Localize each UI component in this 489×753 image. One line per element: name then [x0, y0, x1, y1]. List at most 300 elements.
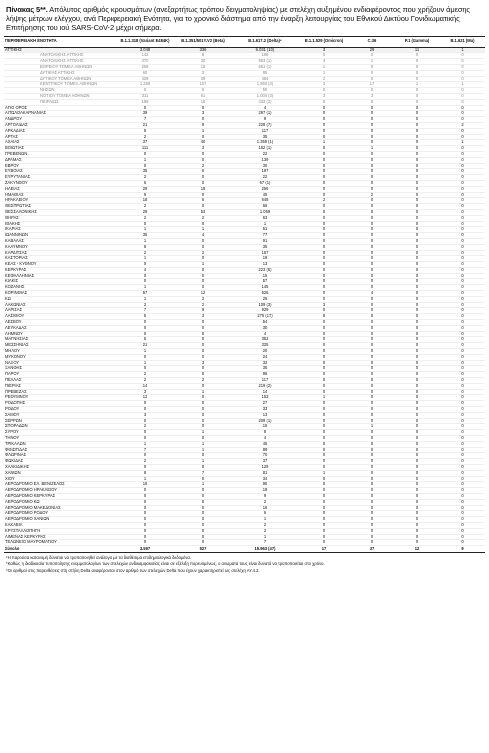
count-cell: 0 — [394, 354, 440, 360]
count-cell: 1 — [350, 59, 394, 65]
count-cell: 0 — [440, 99, 485, 105]
count-cell: 2 — [116, 302, 174, 308]
count-cell: 1 — [116, 256, 174, 262]
count-cell: 57 — [116, 291, 174, 297]
count-cell: 1.359 (1) — [232, 140, 298, 146]
region-name: ΑΕΡΟΔΡΟΜΙΟ ΜΑΚΕΔΟΝΙΑΣ — [4, 505, 116, 511]
count-cell: 0 — [440, 215, 485, 221]
region-name: ΠΕΙΡΑΙΩΣ — [4, 99, 116, 105]
count-cell: 7 — [116, 308, 174, 314]
region-name: ΑΧΑΪΑΣ — [4, 140, 116, 146]
count-cell: 9 — [174, 122, 232, 128]
region-name: ΙΚΑΡΙΑΣ — [4, 227, 116, 233]
count-cell: 0 — [350, 430, 394, 436]
count-cell: 0 — [116, 522, 174, 528]
count-cell: 14 — [232, 389, 298, 395]
count-cell: 0 — [440, 221, 485, 227]
total-label: Σύνολο — [4, 546, 116, 553]
count-cell: 0 — [116, 493, 174, 499]
count-cell: 0 — [174, 151, 232, 157]
count-cell: 0 — [394, 192, 440, 198]
count-cell: 0 — [440, 88, 485, 94]
count-cell: 0 — [174, 522, 232, 528]
count-cell: 0 — [394, 418, 440, 424]
count-cell: 651 (1) — [232, 65, 298, 71]
count-cell: 0 — [350, 111, 394, 117]
count-cell: 29 — [116, 186, 174, 192]
count-cell: 0 — [440, 511, 485, 517]
count-cell: 0 — [394, 488, 440, 494]
region-name: ΚΕΡΚΥΡΑΣ — [4, 267, 116, 273]
count-cell: 0 — [298, 88, 350, 94]
count-cell: 0 — [116, 354, 174, 360]
count-cell: 0 — [350, 505, 394, 511]
count-cell: 0 — [394, 198, 440, 204]
count-cell: 15 — [232, 424, 298, 430]
count-cell: 35 — [232, 244, 298, 250]
count-cell: 0 — [174, 175, 232, 181]
count-cell: 0 — [298, 180, 350, 186]
count-cell: 54 — [232, 320, 298, 326]
count-cell: 3 — [298, 302, 350, 308]
count-cell: 198 — [232, 53, 298, 59]
count-cell: 0 — [174, 105, 232, 111]
region-name: ΠΙΕΡΙΑΣ — [4, 383, 116, 389]
count-cell: 67 (1) — [232, 180, 298, 186]
region-name: ΧΑΛΚΙΔΙΚΗΣ — [4, 464, 116, 470]
count-cell: 0 — [394, 383, 440, 389]
region-name: ΝΗΣΩΝ — [4, 88, 116, 94]
count-cell: 0 — [394, 134, 440, 140]
count-cell: 0 — [174, 244, 232, 250]
count-cell: 21 — [116, 122, 174, 128]
count-cell: 0 — [350, 407, 394, 413]
count-cell: 0 — [298, 256, 350, 262]
count-cell: 0 — [440, 389, 485, 395]
count-cell: 34 — [232, 476, 298, 482]
region-name: ΑΕΡΟΔΡΟΜΙΟ ΧΑΝΙΩΝ — [4, 517, 116, 523]
count-cell: 0 — [350, 296, 394, 302]
count-cell: 0 — [350, 122, 394, 128]
count-cell: 0 — [298, 522, 350, 528]
count-cell: 0 — [350, 459, 394, 465]
count-cell: 0 — [350, 134, 394, 140]
count-cell: 6 — [232, 511, 298, 517]
count-cell: 1 — [440, 82, 485, 88]
count-cell: 0 — [394, 522, 440, 528]
region-name: ΙΘΑΚΗΣ — [4, 221, 116, 227]
count-cell: 0 — [116, 221, 174, 227]
count-cell: 0 — [174, 499, 232, 505]
count-cell: 0 — [298, 250, 350, 256]
count-cell: 4 — [232, 436, 298, 442]
count-cell: 1 — [350, 424, 394, 430]
count-cell: 325 — [232, 343, 298, 349]
count-cell: 0 — [394, 146, 440, 152]
count-cell: 0 — [394, 464, 440, 470]
count-cell: 0 — [174, 354, 232, 360]
count-cell: 0 — [174, 343, 232, 349]
region-name: ΑΙΤΩΛΟΑΚΑΡΝΑΝΙΑΣ — [4, 111, 116, 117]
count-cell: 29 — [116, 209, 174, 215]
count-cell: 0 — [440, 291, 485, 297]
count-cell: 1 — [174, 482, 232, 488]
count-cell: 0 — [394, 111, 440, 117]
count-cell: 0 — [350, 493, 394, 499]
region-name: ΠΑΡΟΥ — [4, 372, 116, 378]
count-cell: 0 — [394, 499, 440, 505]
count-cell: 4 — [174, 233, 232, 239]
count-cell: 3.048 — [116, 47, 174, 53]
count-cell: 1 — [350, 146, 394, 152]
count-cell: 0 — [394, 395, 440, 401]
count-cell: 0 — [298, 493, 350, 499]
header-delta: B.1.617.2 (Delta)⁶ — [232, 36, 298, 47]
count-cell: 1 — [298, 395, 350, 401]
count-cell: 0 — [298, 111, 350, 117]
count-cell: 0 — [116, 511, 174, 517]
count-cell: 0 — [394, 320, 440, 326]
count-cell: 0 — [298, 354, 350, 360]
count-cell: 0 — [394, 157, 440, 163]
count-cell: 0 — [350, 238, 394, 244]
count-cell: 0 — [298, 192, 350, 198]
region-name: ΦΛΩΡΙΝΑΣ — [4, 453, 116, 459]
count-cell: 0 — [350, 366, 394, 372]
count-cell: 1 — [174, 441, 232, 447]
region-name: ΓΡΕΒΕΝΩΝ — [4, 151, 116, 157]
count-cell: 0 — [440, 267, 485, 273]
count-cell: 0 — [440, 412, 485, 418]
count-cell: 0 — [350, 360, 394, 366]
count-cell: 0 — [116, 540, 174, 546]
count-cell: 0 — [298, 499, 350, 505]
count-cell: 33 — [232, 407, 298, 413]
count-cell: 129 — [232, 464, 298, 470]
count-cell: 0 — [440, 308, 485, 314]
count-cell: 0 — [440, 169, 485, 175]
count-cell: 1 — [298, 470, 350, 476]
count-cell: 0 — [394, 337, 440, 343]
count-cell: 1.004 (3) — [232, 93, 298, 99]
count-cell: 6 — [174, 169, 232, 175]
count-cell: 77 — [232, 233, 298, 239]
count-cell: 45 — [232, 441, 298, 447]
count-cell: 19 — [232, 256, 298, 262]
count-cell: 0 — [394, 476, 440, 482]
table-caption — [6, 5, 483, 33]
count-cell: 0 — [298, 464, 350, 470]
count-cell: 0 — [298, 383, 350, 389]
header-region: ΠΕΡΙΦΕΡΕΙΑΚΗ ΕΝΟΤΗΤΑ — [4, 36, 116, 47]
region-name: ΡΟΔΟΥ — [4, 407, 116, 413]
region-name: ΚΑΡΔΙΤΣΑΣ — [4, 250, 116, 256]
count-cell: 96 — [232, 372, 298, 378]
count-cell: 61 — [174, 93, 232, 99]
count-cell: 8 — [116, 470, 174, 476]
region-name: ΚΕΦΑΛΛΗΝΙΑΣ — [4, 273, 116, 279]
count-cell: 223 (5) — [232, 267, 298, 273]
count-cell: 1 — [116, 476, 174, 482]
region-name: ΑΡΚΑΔΙΑΣ — [4, 128, 116, 134]
count-cell: 1 — [298, 140, 350, 146]
count-cell: 0 — [174, 505, 232, 511]
count-cell: 117 — [232, 378, 298, 384]
count-cell: 0 — [394, 250, 440, 256]
count-cell: 0 — [298, 105, 350, 111]
count-cell: 0 — [394, 325, 440, 331]
count-cell: 95 — [232, 70, 298, 76]
region-name: ΑΕΡΟΔΡΟΜΙΟ ΚΕΡΚΥΡΑΣ — [4, 493, 116, 499]
count-cell: 0 — [174, 407, 232, 413]
region-name: ΜΑΓΝΗΣΙΑΣ — [4, 337, 116, 343]
count-cell: 39 — [116, 111, 174, 117]
count-cell: 0 — [350, 99, 394, 105]
region-name: ΠΡΕΒΕΖΑΣ — [4, 389, 116, 395]
count-cell: 5 — [116, 88, 174, 94]
count-cell: 0 — [298, 331, 350, 337]
region-name: ΑΕΡΟΔΡΟΜΙΟ ΕΛ. ΒΕΝΙΖΕΛΟΣ — [4, 482, 116, 488]
count-cell: 0 — [350, 337, 394, 343]
count-cell: 0 — [350, 267, 394, 273]
count-cell: 3 — [298, 93, 350, 99]
count-cell: 0 — [116, 331, 174, 337]
count-cell: 0 — [350, 256, 394, 262]
region-name: ΗΜΑΘΙΑΣ — [4, 192, 116, 198]
count-cell: 268 — [116, 65, 174, 71]
count-cell: 0 — [298, 418, 350, 424]
count-cell: 0 — [440, 325, 485, 331]
count-cell: 0 — [298, 273, 350, 279]
count-cell: 0 — [174, 325, 232, 331]
count-cell: 0 — [298, 337, 350, 343]
region-name: ΗΡΑΚΛΕΙΟΥ — [4, 198, 116, 204]
count-cell: 1.259 — [116, 82, 174, 88]
count-cell: 5 — [116, 128, 174, 134]
count-cell: 0 — [440, 354, 485, 360]
count-cell: 0 — [298, 227, 350, 233]
count-cell: 0 — [350, 470, 394, 476]
count-cell: 1 — [116, 349, 174, 355]
count-cell: 3 — [298, 82, 350, 88]
region-name: ΑΝΑΤΟΛΙΚΗΣ ΑΤΤΙΚΗΣ — [4, 53, 116, 59]
count-cell: 0 — [116, 325, 174, 331]
count-cell: 0 — [350, 441, 394, 447]
count-cell: 109 (3) — [232, 302, 298, 308]
region-name: ΚΑΚΑΒΙΑ — [4, 522, 116, 528]
region-name: ΕΒΡΟΥ — [4, 163, 116, 169]
count-cell: 0 — [298, 308, 350, 314]
count-cell: 0 — [350, 117, 394, 123]
region-name: ΚΑΒΑΛΑΣ — [4, 238, 116, 244]
count-cell: 1 — [116, 238, 174, 244]
count-cell: 1 — [174, 262, 232, 268]
count-cell: 1.059 — [232, 209, 298, 215]
count-cell: 0 — [394, 76, 440, 82]
count-cell: 0 — [174, 285, 232, 291]
count-cell: 0 — [174, 488, 232, 494]
count-cell: 45 — [232, 192, 298, 198]
count-cell: 0 — [394, 169, 440, 175]
count-cell: 198 — [116, 99, 174, 105]
total-cell: 15.963 (47) — [232, 546, 298, 553]
count-cell: 0 — [440, 70, 485, 76]
count-cell: 0 — [394, 424, 440, 430]
region-name: ΔΥΤΙΚΟΥ ΤΟΜΕΑ ΑΘΗΝΩΝ — [4, 76, 116, 82]
count-cell: 0 — [440, 372, 485, 378]
count-cell: 0 — [350, 436, 394, 442]
count-cell: 0 — [174, 424, 232, 430]
count-cell: 1 — [174, 430, 232, 436]
count-cell: 2 — [440, 122, 485, 128]
count-cell: 0 — [174, 476, 232, 482]
count-cell: 0 — [350, 157, 394, 163]
count-cell: 0 — [298, 99, 350, 105]
count-cell: 1 — [116, 285, 174, 291]
count-cell: 0 — [350, 354, 394, 360]
count-cell: 0 — [116, 262, 174, 268]
count-cell: 0 — [394, 140, 440, 146]
count-cell: 0 — [440, 447, 485, 453]
count-cell: 0 — [298, 285, 350, 291]
count-cell: 0 — [298, 366, 350, 372]
count-cell: 35 — [116, 169, 174, 175]
total-cell: 12 — [394, 546, 440, 553]
count-cell: 0 — [298, 157, 350, 163]
count-cell: 0 — [350, 534, 394, 540]
count-cell: 7 — [232, 540, 298, 546]
count-cell: 0 — [174, 279, 232, 285]
region-name: ΗΛΕΙΑΣ — [4, 186, 116, 192]
total-cell: 37 — [350, 546, 394, 553]
count-cell: 0 — [350, 349, 394, 355]
count-cell: 13 — [232, 262, 298, 268]
count-cell: 0 — [440, 163, 485, 169]
count-cell: 20 — [232, 349, 298, 355]
count-cell: 0 — [174, 372, 232, 378]
count-cell: 145 — [232, 285, 298, 291]
count-cell: 0 — [440, 476, 485, 482]
count-cell: 0 — [394, 70, 440, 76]
count-cell: 0 — [350, 250, 394, 256]
footnote: ⁶Οι αριθμοί στις παρενθέσεις στη στήλη Delta αναφέρονται στον αριθμό των στελεχών Delta που έχουν χαρακτηριστεί ως στελέχη ΑΥ.4.2. — [6, 567, 260, 573]
count-cell: 0 — [394, 65, 440, 71]
count-cell: 0 — [394, 517, 440, 523]
count-cell: 0 — [394, 163, 440, 169]
count-cell: 0 — [298, 151, 350, 157]
count-cell: 0 — [174, 464, 232, 470]
count-cell: 432 (2) — [232, 99, 298, 105]
count-cell: 0 — [394, 227, 440, 233]
caption-title: Πίνακας 5**. — [6, 5, 48, 14]
count-cell: 2 — [116, 372, 174, 378]
count-cell: 0 — [394, 360, 440, 366]
count-cell: 0 — [440, 262, 485, 268]
count-cell: 0 — [394, 540, 440, 546]
count-cell: 0 — [174, 528, 232, 534]
count-cell: 0 — [440, 360, 485, 366]
count-cell: 6 — [174, 198, 232, 204]
count-cell: 0 — [298, 476, 350, 482]
count-cell: 0 — [116, 279, 174, 285]
count-cell: 0 — [174, 267, 232, 273]
count-cell: 0 — [174, 534, 232, 540]
count-cell: 0 — [440, 65, 485, 71]
count-cell: 0 — [350, 244, 394, 250]
count-cell: 0 — [116, 151, 174, 157]
count-cell: 2 — [350, 192, 394, 198]
caption-text: Απόλυτος αριθμός κρουσμάτων (ανεξαρτήτως τρόπου δειγματοληψίας) με στελέχη αυξημένου ενδιαφέροντος που χρήζουν άμεσης λήψης μέτρων ελέγχου, ανά Περιφερειακή Ενότητα, για το χρονικό διάστημα από την έναρξη λειτουργίας του Εθνικού Δικτύου Γονιδιωματικής Επιτήρησης του ιού SARS-CoV-2 μέχρι σήμερα. — [6, 5, 470, 33]
count-cell: 0 — [394, 482, 440, 488]
count-cell: 0 — [350, 233, 394, 239]
count-cell: 3 — [350, 93, 394, 99]
count-cell: 142 — [116, 53, 174, 59]
count-cell: 0 — [116, 407, 174, 413]
count-cell: 0 — [350, 314, 394, 320]
count-cell: 0 — [174, 395, 232, 401]
count-cell: 0 — [350, 308, 394, 314]
count-cell: 18 — [232, 488, 298, 494]
variants-table — [4, 36, 485, 554]
count-cell: 37 — [116, 140, 174, 146]
count-cell: 0 — [440, 331, 485, 337]
count-cell: 0 — [394, 430, 440, 436]
count-cell: 0 — [440, 517, 485, 523]
count-cell: 0 — [440, 436, 485, 442]
count-cell: 0 — [350, 453, 394, 459]
count-cell: 2 — [174, 163, 232, 169]
count-cell: 0 — [394, 267, 440, 273]
count-cell: 0 — [394, 99, 440, 105]
count-cell: 0 — [174, 192, 232, 198]
count-cell: 4 — [116, 267, 174, 273]
count-cell: 0 — [440, 499, 485, 505]
count-cell: 0 — [394, 233, 440, 239]
count-cell: 12 — [116, 395, 174, 401]
region-name: ΘΗΡΑΣ — [4, 215, 116, 221]
footnote: *Καθώς η διαδικασία τυποποίησης ενυμματολογίων των στελεχών ανδικαμφοκισίας είναι σε εξέλιξη πορευομένως, ο ανωματα τους είναι δυνατό να τροποποιείται στο χρόνο. — [6, 561, 325, 567]
count-cell: 17 — [350, 82, 394, 88]
table-body — [4, 47, 485, 546]
count-cell: 0 — [298, 447, 350, 453]
table-total-row — [4, 546, 485, 553]
count-cell: 0 — [116, 488, 174, 494]
count-cell: 4 — [232, 331, 298, 337]
region-name: ΤΕΛΩΝΕΙΟ ΜΑΥΡΟΜΑΤΙΟΥ — [4, 540, 116, 546]
count-cell: 0 — [116, 534, 174, 540]
count-cell: 0 — [116, 528, 174, 534]
count-cell: 0 — [394, 244, 440, 250]
region-name: ΣΠΟΡΑΔΩΝ — [4, 424, 116, 430]
count-cell: 1 — [174, 128, 232, 134]
count-cell: 0 — [440, 459, 485, 465]
count-cell: 1 — [440, 140, 485, 146]
count-cell: 0 — [440, 522, 485, 528]
count-cell: 1 — [116, 441, 174, 447]
count-cell: 27 — [232, 401, 298, 407]
region-name: ΛΑΣΙΘΙΟΥ — [4, 314, 116, 320]
header-omicron: B.1.1.529 (Omicron) — [298, 36, 350, 47]
count-cell: 0 — [440, 279, 485, 285]
count-cell: 0 — [350, 418, 394, 424]
count-cell: 219 (2) — [232, 383, 298, 389]
count-cell: 2 — [232, 499, 298, 505]
count-cell: 53 — [174, 209, 232, 215]
count-cell: 1 — [116, 296, 174, 302]
count-cell: 0 — [350, 343, 394, 349]
count-cell: 0 — [116, 453, 174, 459]
count-cell: 0 — [440, 209, 485, 215]
